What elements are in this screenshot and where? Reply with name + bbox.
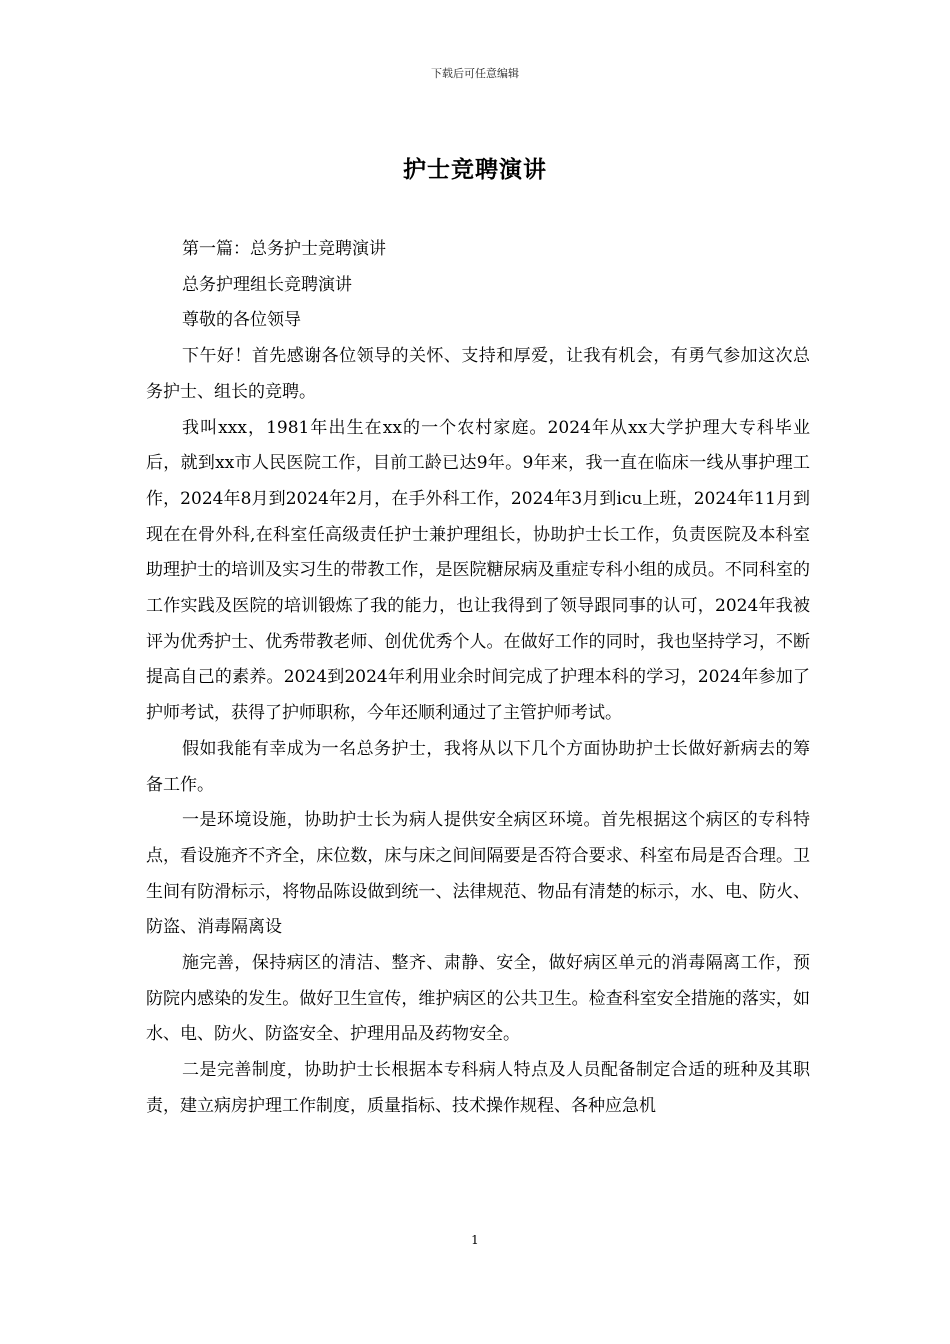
paragraph-systems: 二是完善制度，协助护士长根据本专科病人特点及人员配备制定合适的班种及其职责，建立病房护理工作制度，质量指标、技术操作规程、各种应急机 [146,1060,810,1116]
paragraph-self-intro: 我叫xxx，1981年出生在xx的一个农村家庭。2024年从xx大学护理大专科毕业后，就到xx市人民医院工作，目前工龄已达9年。9年来，我一直在临床一线从事护理工作，2024年8月到2024年2月，在手外科工作，2024年3月到icu上班，2024年11月到现在在骨外科,在科室任高级责任护士兼护理组长，协助护士长工作，负责医院及本科室助理护士的培训及实习生的带教工作，是医院糖尿病及重症专科小组的成员。不同科室的工作实践及医院的培训锻炼了我的能力，也让我得到了领导跟同事的认可，2024年我被评为优秀护士、优秀带教老师、创优优秀个人。在做好工作的同时，我也坚持学习，不断提高自己的素养。2024到2024年利用业余时间完成了护理本科的学习，2024年参加了护师考试，获得了护师职称，今年还顺利通过了主管护师考试。 [146,417,810,724]
header-note: 下载后可任意编辑 [431,67,519,80]
paragraph-subtitle: 总务护理组长竞聘演讲 [182,274,352,295]
paragraph-section-heading: 第一篇：总务护士竞聘演讲 [182,239,386,259]
paragraph-salutation: 尊敬的各位领导 [182,310,301,331]
document-title: 护士竞聘演讲 [403,156,547,183]
paragraph-facilities: 施完善，保持病区的清洁、整齐、肃静、安全，做好病区单元的消毒隔离工作，预防院内感染的发生。做好卫生宣传，维护病区的公共卫生。检查科室安全措施的落实，如水、电、防火、防盗安全、护理用品及药物安全。 [146,953,810,1045]
paragraph-environment: 一是环境设施，协助护士长为病人提供安全病区环境。首先根据这个病区的专科特点，看设施齐不齐全，床位数，床与床之间间隔要是否符合要求、科室布局是否合理。卫生间有防滑标示，将物品陈设做到统一、法律规范、物品有清楚的标示，水、电、防火、防盗、消毒隔离设 [146,810,810,938]
paragraph-greeting: 下午好！首先感谢各位领导的关怀、支持和厚爱，让我有机会，有勇气参加这次总务护士、组长的竞聘。 [146,346,810,402]
document-body [146,232,810,1125]
page-number: 1 [471,1233,479,1247]
paragraph-plan-intro: 假如我能有幸成为一名总务护士，我将从以下几个方面协助护士长做好新病去的筹备工作。 [146,738,810,795]
